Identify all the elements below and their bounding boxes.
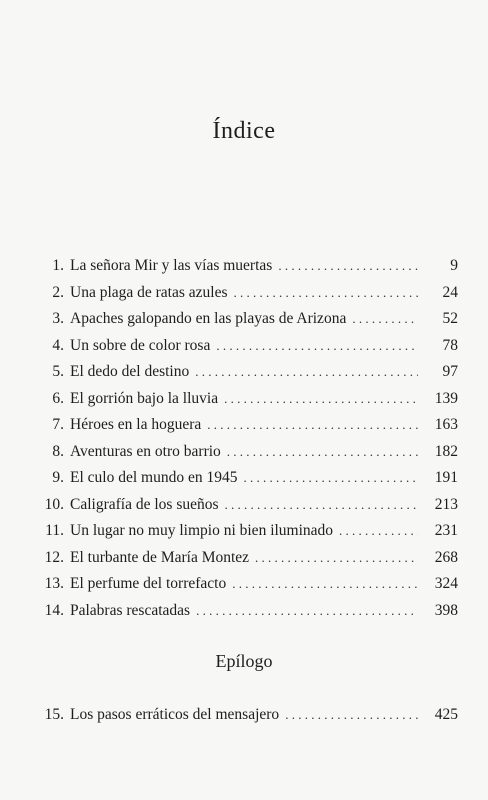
chapter-title: Aventuras en otro barrio [70, 442, 221, 460]
toc-entry [38, 390, 458, 417]
page-number: 9 [450, 257, 458, 274]
chapter-number: 9. [52, 469, 64, 486]
dot-leader [234, 285, 418, 301]
chapter-number: 3. [52, 310, 64, 327]
page-number: 182 [434, 442, 458, 460]
dot-leader [195, 364, 418, 380]
chapter-number: 10. [44, 495, 64, 513]
page-title: Índice [212, 118, 276, 144]
page-number: 425 [434, 706, 458, 723]
toc-entry [38, 575, 458, 602]
toc-entry [38, 522, 458, 549]
chapter-title: Palabras rescatadas [70, 601, 191, 619]
toc-entry [38, 469, 458, 496]
chapter-title: El turbante de María Montez [70, 548, 250, 566]
page-number: 97 [442, 363, 458, 380]
dot-leader [352, 311, 418, 327]
page-number: 324 [434, 575, 458, 592]
toc-entry [38, 284, 458, 311]
epilogue-contents [38, 706, 458, 733]
page-number: 163 [434, 416, 458, 433]
toc-entry [38, 443, 458, 470]
chapter-number: 14. [44, 601, 64, 619]
page-number: 213 [434, 495, 458, 513]
page-number: 231 [434, 522, 458, 539]
chapter-title: El culo del mundo en 1945 [70, 469, 238, 486]
dot-leader [196, 603, 418, 619]
chapter-title: Héroes en la hoguera [70, 416, 202, 433]
dot-leader [232, 576, 418, 592]
chapter-title: El gorrión bajo la lluvia [70, 389, 219, 407]
dot-leader [224, 391, 418, 407]
chapter-title: Caligrafía de los sueños [70, 495, 219, 513]
chapter-number: 5. [52, 363, 64, 380]
toc-entry [38, 549, 458, 576]
page-number: 52 [442, 310, 458, 327]
toc-entry [38, 706, 458, 733]
dot-leader [207, 417, 418, 433]
dot-leader [339, 523, 418, 539]
chapter-number: 13. [44, 575, 64, 592]
dot-leader [285, 707, 418, 723]
toc-entry [38, 602, 458, 629]
chapter-number: 8. [52, 442, 64, 460]
page-number: 78 [442, 336, 458, 354]
chapter-number: 7. [52, 416, 64, 433]
epilogue-heading: Epílogo [215, 651, 273, 671]
dot-leader [255, 550, 418, 566]
chapter-title: La señora Mir y las vías muertas [70, 257, 273, 274]
chapter-title: El perfume del torrefacto [70, 575, 227, 592]
toc-entry [38, 310, 458, 337]
page-number: 191 [434, 469, 458, 486]
page-number: 398 [434, 601, 458, 619]
chapter-number: 4. [52, 336, 64, 354]
dot-leader [278, 258, 418, 274]
toc-entry [38, 257, 458, 284]
page-number: 139 [434, 389, 458, 407]
page-number: 268 [434, 548, 458, 566]
toc-entry [38, 337, 458, 364]
dot-leader [216, 338, 418, 354]
dot-leader [227, 444, 418, 460]
chapter-number: 6. [52, 389, 64, 407]
chapter-title: Un lugar no muy limpio ni bien iluminado [70, 522, 334, 539]
chapter-title: Un sobre de color rosa [70, 336, 211, 354]
chapter-number: 15. [44, 706, 64, 723]
chapter-title: Una plaga de ratas azules [70, 283, 228, 301]
table-of-contents [38, 257, 458, 628]
toc-entry [38, 496, 458, 523]
chapter-number: 1. [52, 257, 64, 274]
dot-leader [225, 497, 418, 513]
page-number: 24 [442, 283, 458, 301]
toc-entry [38, 416, 458, 443]
toc-entry [38, 363, 458, 390]
chapter-title: Apaches galopando en las playas de Arizona [70, 310, 347, 327]
chapter-number: 12. [44, 548, 64, 566]
chapter-number: 2. [52, 283, 64, 301]
chapter-title: El dedo del destino [70, 363, 190, 380]
chapter-title: Los pasos erráticos del mensajero [70, 706, 280, 723]
chapter-number: 11. [45, 522, 64, 539]
dot-leader [243, 470, 418, 486]
